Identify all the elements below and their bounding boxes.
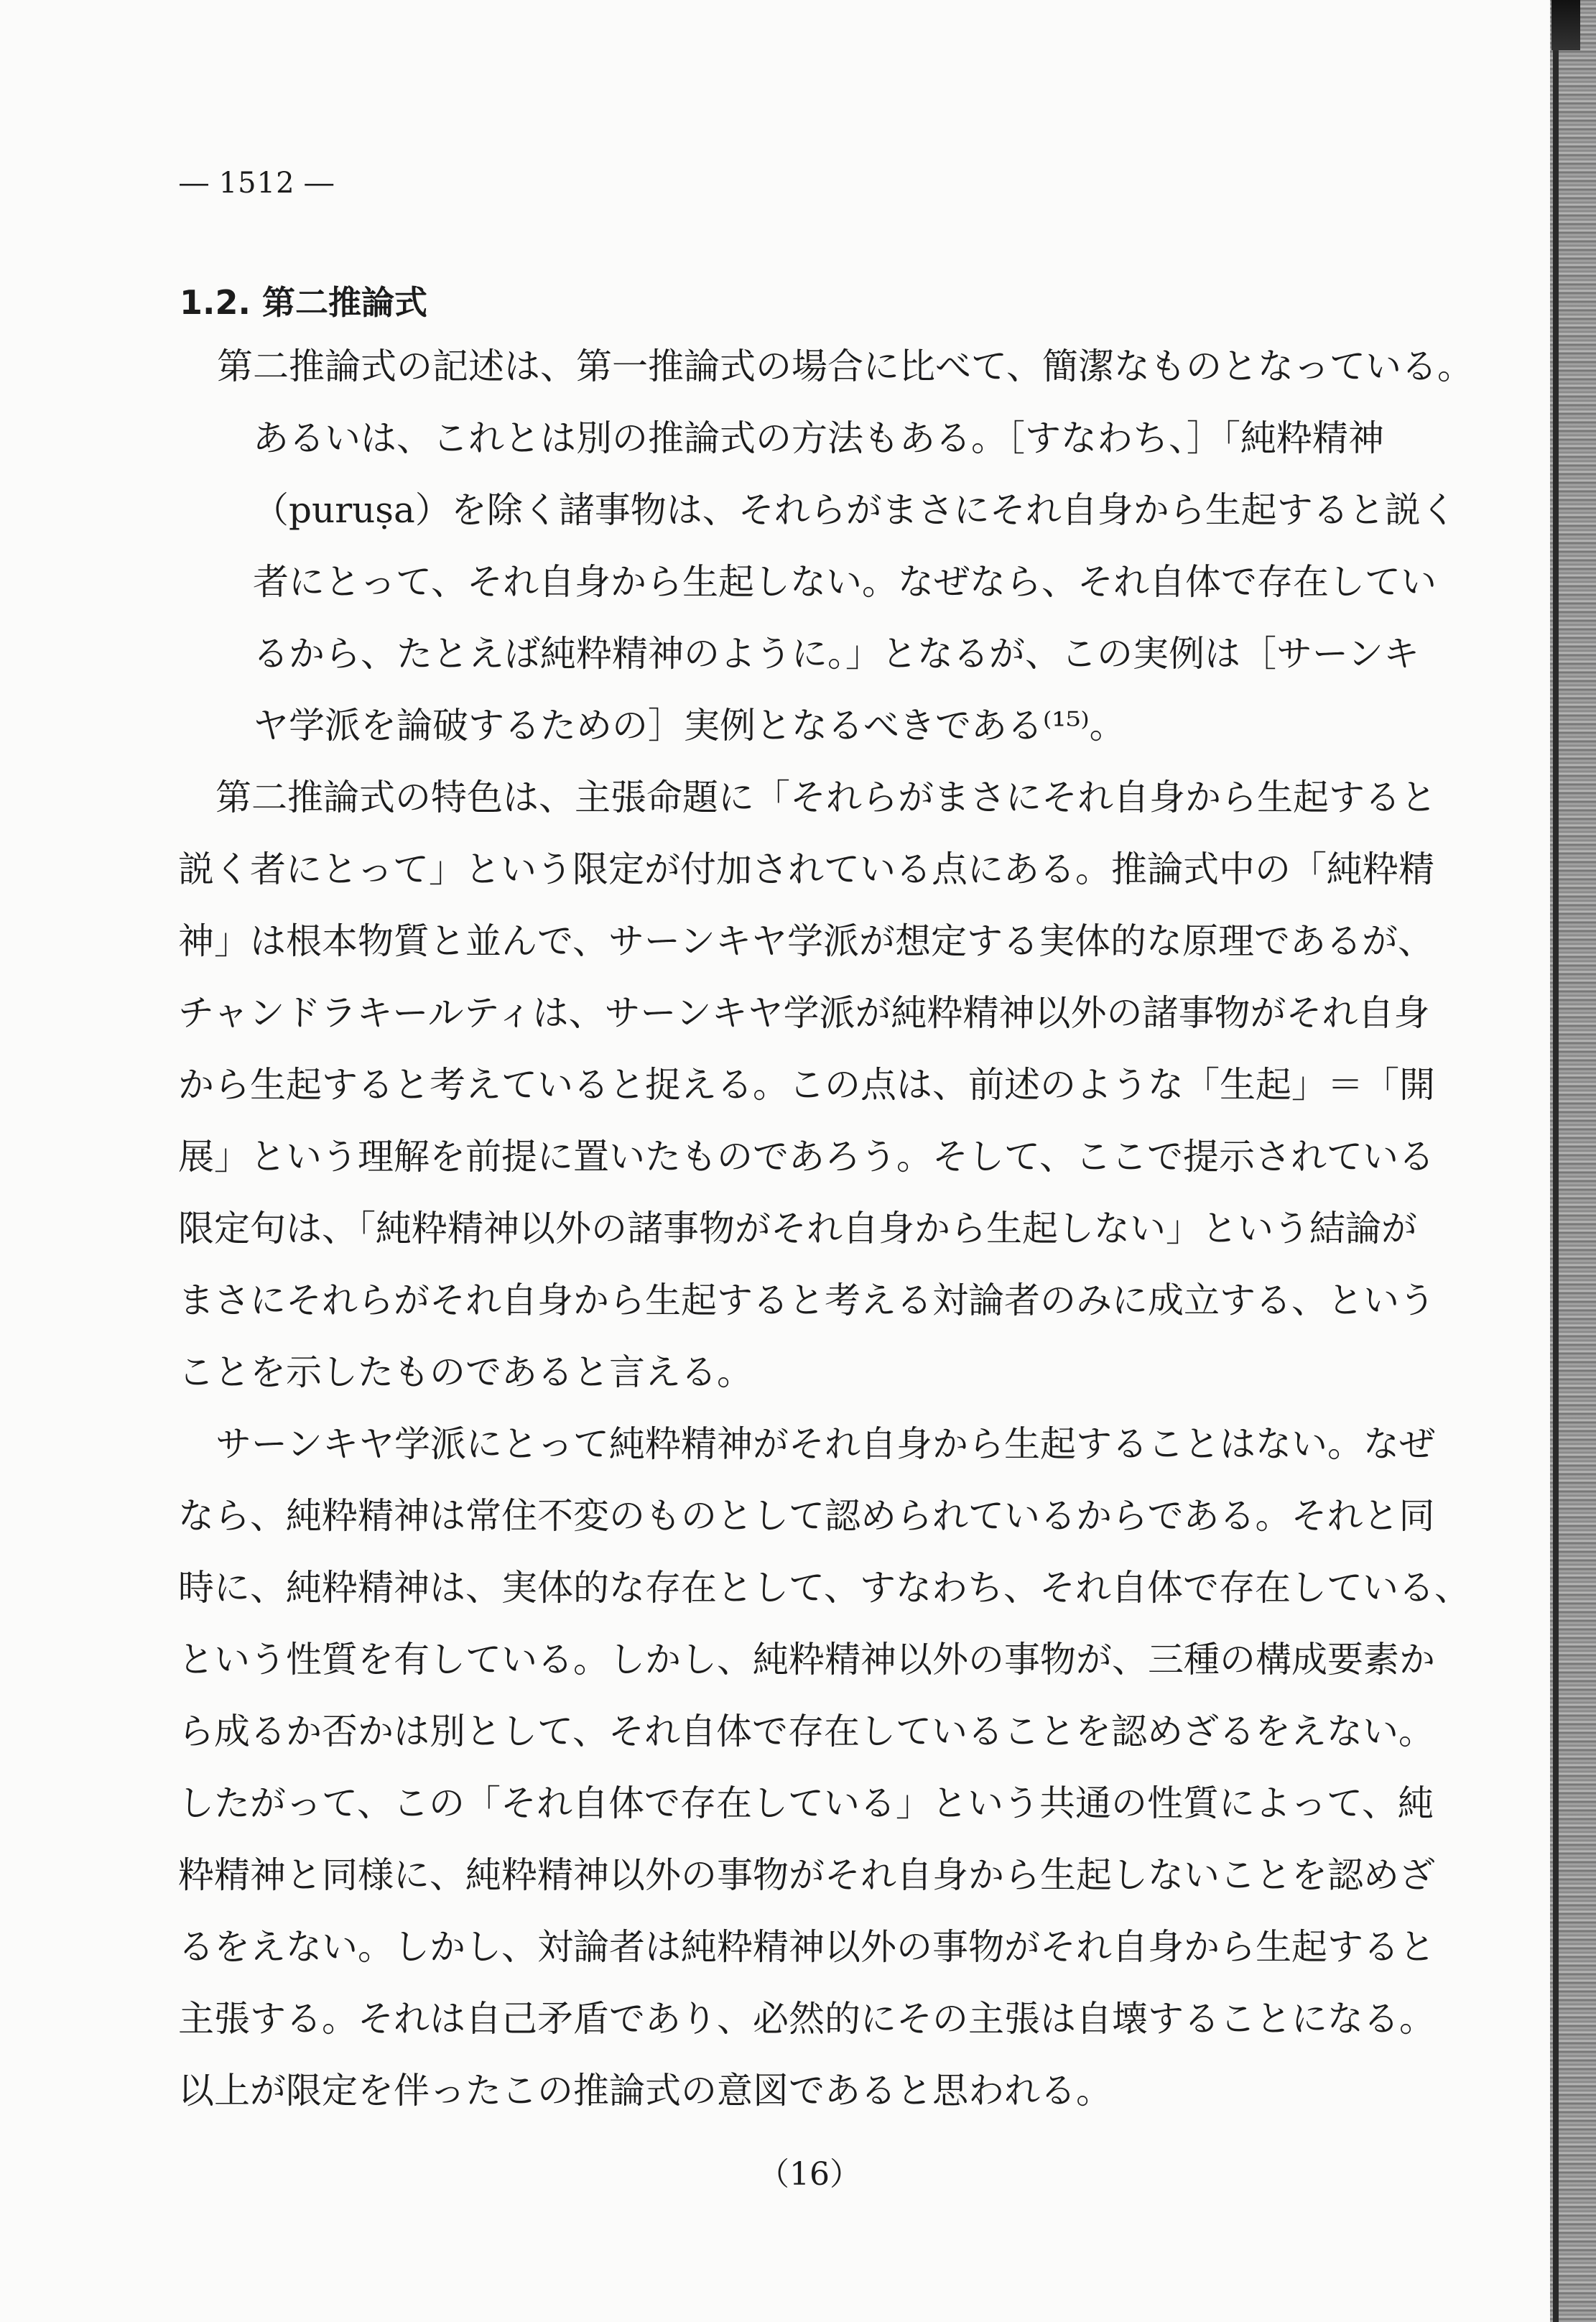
text-line: るをえない。しかし、対論者は純粋精神以外の事物がそれ自身から生起すると [178,1926,1435,1968]
text-line: ら成るか否かは別として、それ自体で存在していることを認めざるをえない。 [178,1711,1434,1752]
page-header-number: ― 1512 ― [180,167,335,200]
text-line: 以上が限定を伴ったこの推論式の意図であると思われる。 [178,2070,1112,2111]
text-line: サーンキヤ学派にとって純粋精神がそれ自身から生起することはない。なぜ [215,1423,1435,1465]
text-line: 時に、純粋精神は、実体的な存在として、すなわち、それ自体で存在している、 [178,1567,1470,1609]
text-line: 主張する。それは自己矛盾であり、必然的にその主張は自壊することになる。 [178,1998,1435,2040]
page-footer-number: （16） [758,2156,861,2193]
text-line: （puruṣa）を除く諸事物は、それらがまさにそれ自身から生起すると説く [253,489,1457,531]
text-line: ヤ学派を論破するための］実例となるべきである⁽¹⁵⁾。 [253,705,1126,746]
text-line: あるいは、これとは別の推論式の方法もある。［すなわち、］「純粋精神 [253,417,1384,459]
text-line: という性質を有している。しかし、純粋精神以外の事物が、三種の構成要素か [178,1639,1435,1680]
scan-edge-corner [1551,0,1580,50]
text-line: なら、純粋精神は常住不変のものとして認められているからである。それと同 [178,1495,1435,1537]
text-line: 説く者にとって」という限定が付加されている点にある。推論式中の「純粋精 [178,848,1434,890]
text-line: から生起すると考えていると捉える。この点は、前述のような「生起」＝「開 [178,1064,1435,1106]
text-line: 者にとって、それ自身から生起しない。なぜなら、それ自体で存在してい [253,561,1437,603]
text-line: チャンドラキールティは、サーンキヤ学派が純粋精神以外の諸事物がそれ自身 [178,992,1430,1034]
text-line: 展」という理解を前提に置いたものであろう。そして、ここで提示されている [178,1136,1434,1178]
scan-edge-line [1553,0,1559,2322]
text-line: 粋精神と同様に、純粋精神以外の事物がそれ自身から生起しないことを認めざ [178,1854,1435,1896]
text-line: 限定句は、「純粋精神以外の諸事物がそれ自身から生起しない」という結論が [178,1208,1417,1249]
text-line: ことを示したものであると言える。 [178,1351,753,1393]
section-heading: 1.2. 第二推論式 [180,283,427,322]
text-line: 第二推論式の記述は、第一推論式の場合に比べて、簡潔なものとなっている。 [217,346,1473,387]
text-line: まさにそれらがそれ自身から生起すると考える対論者のみに成立する、という [178,1280,1435,1321]
text-line: 神」は根本物質と並んで、サーンキヤ学派が想定する実体的な原理であるが、 [178,920,1434,962]
text-line: したがって、この「それ自体で存在している」という共通の性質によって、純 [178,1782,1434,1824]
text-line: 第二推論式の特色は、主張命題に「それらがまさにそれ自身から生起すると [215,777,1437,818]
text-line: るから、たとえば純粋精神のように。」となるが、この実例は［サーンキ [253,633,1419,675]
